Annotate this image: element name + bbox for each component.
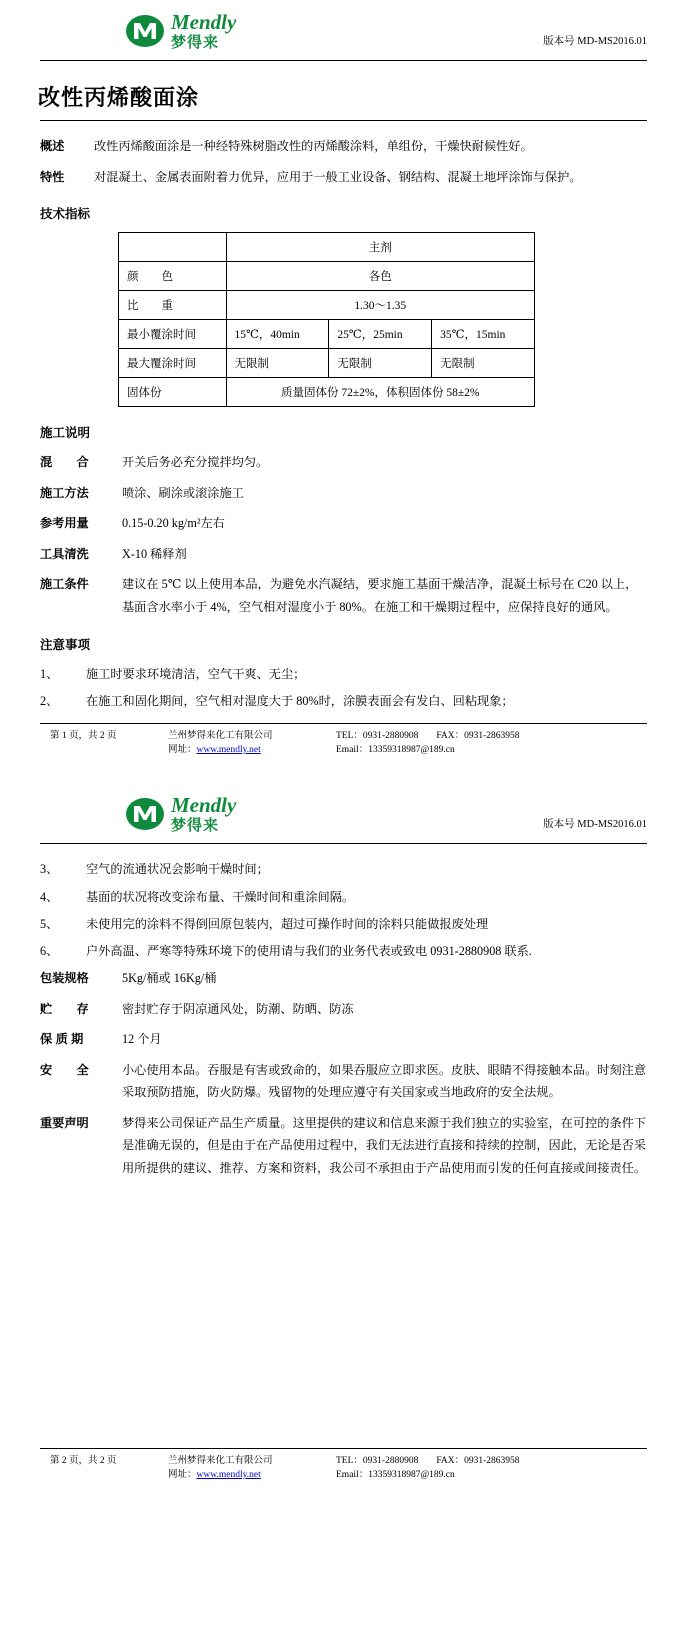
- row-value-min-recoat-2: 25℃，25min: [329, 320, 432, 349]
- safety-text: 小心使用本品。吞服是有害或致命的，如果吞服应立即求医。皮肤、眼睛不得接触本品。时刻注意采取预防措施，防火防爆。残留物的处理应遵守有关国家或当地政府的安全法规。: [122, 1062, 647, 1100]
- construction-text-method: 喷涂、刷涂或滚涂施工: [122, 485, 244, 500]
- header-divider: [40, 60, 647, 61]
- footer-website-link[interactable]: www.mendly.net: [196, 1469, 261, 1480]
- row-value-max-recoat-2: 无限制: [329, 349, 432, 378]
- row-label-min-recoat: 最小覆涂时间: [119, 320, 227, 349]
- construction-label-method: 施工方法: [40, 485, 89, 500]
- page2-content: [0, 844, 687, 1437]
- construction-label-cleaning: 工具清洗: [40, 546, 89, 561]
- construction-text-coverage: 0.15-0.20 kg/m²左右: [122, 516, 225, 531]
- mendly-logo-icon: [125, 14, 165, 48]
- row-value-min-recoat-1: 15℃，40min: [226, 320, 329, 349]
- table-cell-empty: [119, 233, 227, 262]
- construction-row-method: [40, 482, 647, 505]
- storage-row: [40, 998, 647, 1021]
- page1-footer: [0, 723, 687, 758]
- notice-number-4: 4、: [40, 889, 59, 904]
- page1-content: [0, 121, 687, 713]
- list-item: [40, 886, 647, 909]
- footer-company: 兰州梦得来化工有限公司: [168, 1455, 273, 1466]
- document-page-1: [0, 0, 687, 757]
- page-title: 改性丙烯酸面涂: [38, 85, 200, 110]
- table-row: [119, 320, 535, 349]
- brand-logo: [125, 12, 236, 50]
- disclaimer-label: 重要声明: [40, 1115, 89, 1130]
- tech-spec-heading: 技术指标: [40, 207, 91, 222]
- notice-text-2: 在施工和固化期间，空气相对湿度大于 80%时，涂膜表面会有发白、回粘现象；: [86, 693, 514, 708]
- version-number: 版本号 MD-MS2016.01: [543, 36, 647, 47]
- footer-tel: TEL：0931-2880908: [336, 730, 419, 741]
- notice-number-3: 3、: [40, 862, 59, 877]
- construction-text-conditions: 建议在 5℃ 以上使用本品，为避免水汽凝结，要求施工基面干燥洁净，混凝土标号在 C20 以上，基面含水率小于 4%，空气相对湿度小于 80%。在施工和干燥期过程中，应保持良好的通风。: [122, 577, 638, 614]
- page-gap: [0, 757, 687, 783]
- row-value-color: 各色: [226, 262, 535, 291]
- mendly-logo-icon: [125, 797, 165, 831]
- notice-text-5: 未使用完的涂料不得倒回原包装内，超过可操作时间的涂料只能做报废处理: [86, 916, 489, 931]
- row-label-solids: 固体份: [119, 378, 227, 407]
- construction-row-cleaning: [40, 543, 647, 566]
- overview-text: 改性丙烯酸面涂是一种经特殊树脂改性的丙烯酸涂料，单组份，干燥快耐候性好。: [94, 139, 533, 153]
- row-label-color: 颜 色: [119, 262, 227, 291]
- overview-row: [40, 135, 647, 158]
- packaging-text: 5Kg/桶或 16Kg/桶: [122, 971, 217, 986]
- brand-name-en: Mendly: [171, 10, 237, 34]
- brand-name-en: Mendly: [171, 793, 237, 818]
- footer-website: [168, 1468, 318, 1482]
- row-label-density: 比 重: [119, 291, 227, 320]
- footer-website-link[interactable]: www.mendly.net: [196, 745, 261, 756]
- footer-fax: FAX：0931-2863958: [436, 1455, 520, 1466]
- safety-label: 安 全: [40, 1062, 89, 1077]
- notice-number-1: 1、: [40, 666, 59, 681]
- safety-row: [40, 1059, 647, 1104]
- footer-company: 兰州梦得来化工有限公司: [168, 730, 273, 741]
- disclaimer-row: [40, 1112, 647, 1180]
- packaging-row: [40, 967, 647, 990]
- tech-spec-table: [118, 232, 535, 407]
- footer-tel: TEL：0931-2880908: [336, 1455, 419, 1466]
- table-header-main: 主剂: [226, 233, 535, 262]
- notice-number-6: 6、: [40, 943, 59, 958]
- brand-name-cn: 梦得来: [171, 817, 220, 835]
- shelf-life-row: [40, 1028, 647, 1051]
- row-value-solids: 质量固体份 72±2%，体积固体份 58±2%: [226, 378, 535, 407]
- construction-row-conditions: [40, 573, 647, 618]
- disclaimer-text: 梦得来公司保证产品生产质量。这里提供的建议和信息来源于我们独立的实验室，在可控的条件下是准确无误的，但是由于在产品使用过程中，我们无法进行直接和持续的控制，因此，无论是否采用所提供的建议、推荐、方案和资料，我公司不承担由于产品使用而引发的任何直接或间接责任。: [122, 1115, 647, 1175]
- list-item: [40, 913, 647, 936]
- shelf-life-label: 保 质 期: [40, 1032, 84, 1047]
- notice-number-5: 5、: [40, 916, 59, 931]
- list-item: [40, 940, 647, 963]
- footer-divider: [40, 1448, 647, 1449]
- row-value-density: 1.30～1.35: [226, 291, 535, 320]
- page2-footer: [0, 1448, 687, 1483]
- features-row: [40, 166, 647, 189]
- row-label-max-recoat: 最大覆涂时间: [119, 349, 227, 378]
- features-label: 特性: [40, 169, 65, 184]
- notice-text-3: 空气的流通状况会影响干燥时间；: [86, 862, 269, 877]
- table-row: [119, 378, 535, 407]
- table-row: [119, 291, 535, 320]
- row-value-max-recoat-3: 无限制: [432, 349, 535, 378]
- list-item: [40, 663, 647, 686]
- footer-website-label: 网址：: [168, 745, 197, 756]
- footer-email: Email：13359318987@189.cn: [336, 745, 455, 756]
- features-text: 对混凝土、金属表面附着力优异，应用于一般工业设备、钢结构、混凝土地坪涂饰与保护。: [94, 169, 582, 184]
- notice-text-4: 基面的状况将改变涂布量、干燥时间和重涂间隔。: [86, 889, 355, 904]
- notice-heading: 注意事项: [40, 637, 91, 652]
- footer-divider: [40, 723, 647, 724]
- notice-text-1: 施工时要求环境清洁，空气干爽、无尘；: [86, 666, 306, 681]
- table-row: [119, 262, 535, 291]
- document-page-2: [0, 783, 687, 1482]
- footer-website: [168, 743, 318, 757]
- shelf-life-text: 12 个月: [122, 1032, 162, 1047]
- construction-label-conditions: 施工条件: [40, 577, 89, 592]
- page-header: [0, 0, 687, 54]
- footer-page-number: 第 1 页，共 2 页: [50, 730, 117, 741]
- storage-label: 贮 存: [40, 1001, 89, 1016]
- page2-header: [0, 783, 687, 837]
- list-item: [40, 858, 647, 881]
- page2-blank-space: [40, 1188, 647, 1438]
- table-row: [119, 233, 535, 262]
- notice-text-6: 户外高温、严寒等特殊环境下的使用请与我们的业务代表或致电 0931-2880908 联系.: [86, 943, 532, 958]
- overview-label: 概述: [40, 139, 65, 153]
- construction-text-cleaning: X-10 稀释剂: [122, 546, 187, 561]
- brand-name-cn: 梦得来: [171, 34, 220, 51]
- construction-heading: 施工说明: [40, 426, 91, 441]
- brand-logo: [125, 795, 236, 833]
- notice-number-2: 2、: [40, 693, 59, 708]
- version-number: 版本号 MD-MS2016.01: [543, 819, 647, 831]
- row-value-min-recoat-3: 35℃，15min: [432, 320, 535, 349]
- table-row: [119, 349, 535, 378]
- construction-row-coverage: [40, 512, 647, 535]
- construction-label-coverage: 参考用量: [40, 516, 89, 531]
- packaging-label: 包装规格: [40, 971, 89, 986]
- footer-website-label: 网址：: [168, 1469, 197, 1480]
- footer-email: Email：13359318987@189.cn: [336, 1469, 455, 1480]
- construction-text-mixing: 开关后务必充分搅拌均匀。: [122, 455, 269, 470]
- footer-fax: FAX：0931-2863958: [436, 730, 520, 741]
- storage-text: 密封贮存于阴凉通风处，防潮、防晒、防冻: [122, 1001, 354, 1016]
- construction-label-mixing: 混 合: [40, 455, 89, 470]
- construction-row-mixing: [40, 451, 647, 474]
- footer-page-number: 第 2 页，共 2 页: [50, 1455, 117, 1466]
- list-item: [40, 690, 647, 713]
- row-value-max-recoat-1: 无限制: [226, 349, 329, 378]
